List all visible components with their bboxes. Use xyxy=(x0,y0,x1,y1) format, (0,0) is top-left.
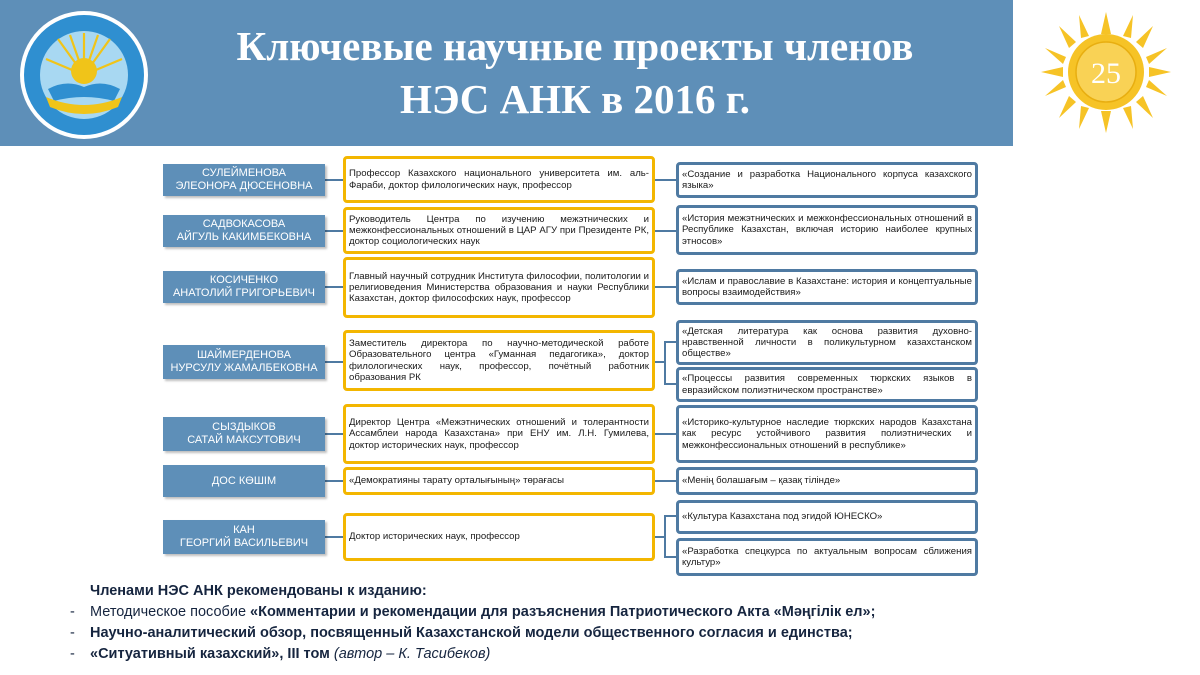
member-project-text: «Менің болашағым – қазақ тілінде» xyxy=(682,475,841,487)
member-name-suleimenova xyxy=(163,164,325,196)
member-project-text: «Создание и разработка Национального корпуса казахского языка» xyxy=(682,168,972,191)
member-surname: ШАЙМЕРДЕНОВА xyxy=(196,349,291,361)
member-surname: КАН xyxy=(233,524,255,536)
member-project-text: «Разработка спецкурса по актуальным вопросам сближения культур» xyxy=(682,545,972,568)
member-surname: ДОС КӨШІМ xyxy=(211,474,277,487)
member-project xyxy=(676,320,978,365)
member-project-text: «Детская литература как основа развития духовно-нравственной личности в поликультурном казахстанском обществе» xyxy=(682,325,972,360)
member-position-text: Директор Центра «Межэтнических отношений и толерантности Ассамблеи народа Казахстана» при ЕНУ им. Л.Н. Гумилева, доктор исторических наук, профессор xyxy=(349,417,649,451)
recommendation-item xyxy=(70,602,1180,623)
member-name-sadvokasova xyxy=(163,215,325,247)
member-position xyxy=(343,156,655,203)
member-given-names: ЭЛЕОНОРА ДЮСЕНОВНА xyxy=(175,180,313,192)
member-project xyxy=(676,205,978,255)
member-given-names: АНАТОЛИЙ ГРИГОРЬЕВИЧ xyxy=(172,287,316,299)
member-project-text: «История межэтнических и межконфессиональных отношений в Республике Казахстан, включая историю наиболее крупных этносов» xyxy=(682,213,972,247)
member-position-text: «Демократияны тарату орталығының» төрағасы xyxy=(349,475,565,487)
title-line-2: НЭС АНК в 2016 г. xyxy=(400,76,750,122)
member-position xyxy=(343,404,655,464)
member-position-text: Главный научный сотрудник Института философии, политологии и религиоведения Министерства образования и науки Республики Казахстан, доктор философских наук, профессор xyxy=(349,270,649,305)
member-project-text: «Процессы развития современных тюркских языков в евразийском полиэтническом пространстве» xyxy=(682,373,972,396)
member-surname: СУЛЕЙМЕНОВА xyxy=(202,167,286,179)
member-position xyxy=(343,257,655,318)
member-project xyxy=(676,162,978,198)
member-surname: СЫЗДЫКОВ xyxy=(212,421,276,433)
recommendations-heading: Членами НЭС АНК рекомендованы к изданию: xyxy=(90,583,427,599)
member-project xyxy=(676,269,978,305)
recommendation-item xyxy=(70,644,1180,665)
recommendation-title: «Ситуативный казахский», III том xyxy=(90,646,330,662)
member-project xyxy=(676,367,978,402)
member-position xyxy=(343,513,655,561)
member-project-text: «Историко-культурное наследие тюркских народов Казахстана как ресурс устойчивого развития полиэтнических и межконфессиональных отношений в республике» xyxy=(682,417,972,451)
member-project-text: «Ислам и православие в Казахстане: история и концептуальные вопросы взаимодействия» xyxy=(682,275,972,298)
member-name-kosichenko xyxy=(163,271,325,303)
recommendations-list xyxy=(70,581,1180,665)
member-name-shaimerdenova xyxy=(163,345,325,379)
anniversary-number: 25 xyxy=(1091,57,1121,90)
member-project-text: «Культура Казахстана под эгидой ЮНЕСКО» xyxy=(682,511,883,523)
member-position xyxy=(343,207,655,254)
title-line-1: Ключевые научные проекты членов xyxy=(236,23,914,69)
member-name-syzdykov xyxy=(163,417,325,451)
member-given-names: САТАЙ МАКСУТОВИЧ xyxy=(187,434,301,446)
member-project xyxy=(676,405,978,463)
member-surname: КОСИЧЕНКО xyxy=(209,274,279,286)
member-project xyxy=(676,500,978,534)
member-position-text: Заместитель директора по научно-методической работе Образовательного центра «Гуманная педагогика», доктор филологических наук, профессор, почётный работник образования РК xyxy=(349,337,649,383)
member-project xyxy=(676,467,978,495)
member-name-dos-koshim xyxy=(163,465,325,497)
member-position xyxy=(343,467,655,495)
member-given-names: ГЕОРГИЙ ВАСИЛЬЕВИЧ xyxy=(179,537,309,549)
recommendation-title: Научно-аналитический обзор, посвященный Казахстанской модели общественного согласия и единства; xyxy=(90,625,853,641)
recommendation-title: «Комментарии и рекомендации для разъяснения Патриотического Акта «Мәңгілік ел»; xyxy=(250,604,876,620)
member-position-text: Руководитель Центра по изучению межэтнических и межконфессиональных отношений в ЦАР АГУ при Президенте РК, доктор социологических наук xyxy=(349,213,649,248)
member-given-names: НУРСУЛУ ЖАМАЛБЕКОВНА xyxy=(170,362,318,374)
recommendation-author: (автор – К. Тасибеков) xyxy=(333,646,491,662)
member-project xyxy=(676,538,978,576)
member-name-kan xyxy=(163,520,325,554)
member-surname: САДВОКАСОВА xyxy=(202,218,286,230)
recommendation-prefix: Методическое пособие xyxy=(90,604,251,620)
recommendation-item xyxy=(70,623,1180,644)
member-position-text: Профессор Казахского национального университета им. аль-Фараби, доктор филологических наук, профессор xyxy=(349,168,649,191)
member-given-names: АЙГУЛЬ КАКИМБЕКОВНА xyxy=(176,231,312,243)
member-position-text: Доктор исторических наук, профессор xyxy=(349,531,520,543)
member-position xyxy=(343,330,655,391)
